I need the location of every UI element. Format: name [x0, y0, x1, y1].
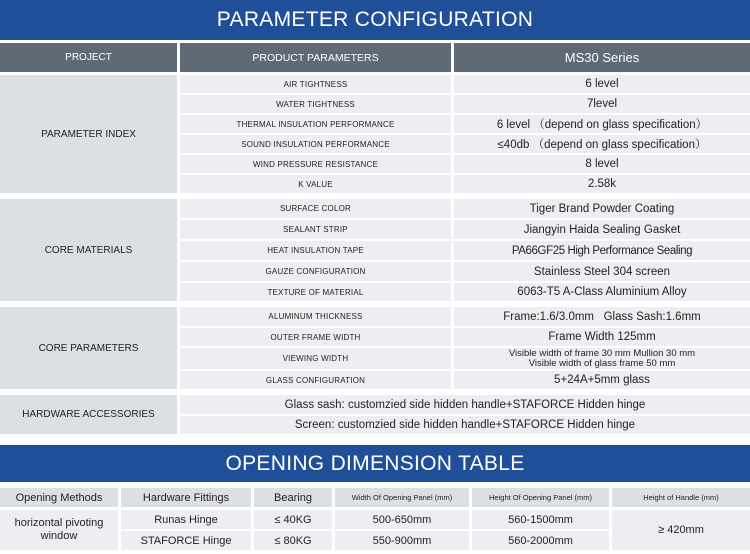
category-core-materials: CORE MATERIALS — [0, 199, 177, 301]
param-value-air-tightness: 6 level — [454, 75, 750, 93]
ot-header-hardware-fittings: Hardware Fittings — [121, 488, 251, 507]
ot-handle-height: ≥ 420mm — [612, 510, 750, 550]
param-name-sound-insulation: SOUND INSULATION PERFORMANCE — [180, 135, 451, 153]
ot-height-runas: 560-1500mm — [472, 510, 609, 529]
category-hardware-accessories: HARDWARE ACCESSORIES — [0, 395, 177, 434]
param-value-texture-of-material: 6063-T5 A-Class Aluminium Alloy — [454, 283, 750, 301]
header-series: MS30 Series — [454, 43, 750, 72]
ot-fitting-staforce: STAFORCE Hinge — [121, 531, 251, 550]
hardware-screen: Screen: customzied side hidden handle+STAFORCE Hidden hinge — [180, 416, 750, 434]
header-project: PROJECT — [0, 43, 177, 72]
param-name-viewing-width: VIEWING WIDTH — [180, 348, 451, 369]
param-value-aluminum-thickness: Frame:1.6/3.0mm Glass Sash:1.6mm — [454, 307, 750, 326]
ot-bearing-staforce: ≤ 80KG — [254, 531, 332, 550]
param-name-surface-color: SURFACE COLOR — [180, 199, 451, 218]
param-name-glass-configuration: GLASS CONFIGURATION — [180, 371, 451, 389]
ot-header-width: Width Of Opening Panel (mm) — [335, 488, 469, 507]
param-name-aluminum-thickness: ALUMINUM THICKNESS — [180, 307, 451, 326]
param-name-wind-pressure: WIND PRESSURE RESISTANCE — [180, 155, 451, 173]
ot-header-handle-height: Height of Handle (mm) — [612, 488, 750, 507]
param-name-heat-insulation-tape: HEAT INSULATION TAPE — [180, 241, 451, 260]
header-product-parameters: PRODUCT PARAMETERS — [180, 43, 451, 72]
param-value-surface-color: Tiger Brand Powder Coating — [454, 199, 750, 218]
param-name-gauze-configuration: GAUZE CONFIGURATION — [180, 262, 451, 281]
ot-opening-method: horizontal pivoting window — [0, 510, 118, 550]
param-value-thermal-insulation: 6 level （depend on glass specification） — [454, 115, 750, 133]
ot-width-staforce: 550-900mm — [335, 531, 469, 550]
param-value-outer-frame-width: Frame Width 125mm — [454, 328, 750, 346]
ot-header-height: Height Of Opening Panel (mm) — [472, 488, 609, 507]
param-value-wind-pressure: 8 level — [454, 155, 750, 173]
ot-height-staforce: 560-2000mm — [472, 531, 609, 550]
param-value-viewing-width — [454, 348, 750, 369]
parameter-configuration-title: PARAMETER CONFIGURATION — [0, 0, 750, 40]
opening-dimension-title: OPENING DIMENSION TABLE — [0, 445, 750, 482]
param-name-texture-of-material: TEXTURE OF MATERIAL — [180, 283, 451, 301]
param-name-thermal-insulation: THERMAL INSULATION PERFORMANCE — [180, 115, 451, 133]
hardware-glass-sash: Glass sash: customzied side hidden handle+STAFORCE Hidden hinge — [180, 395, 750, 414]
param-name-k-value: K VALUE — [180, 175, 451, 193]
param-name-outer-frame-width: OUTER FRAME WIDTH — [180, 328, 451, 346]
param-value-sealant-strip: Jiangyin Haida Sealing Gasket — [454, 220, 750, 239]
ot-fitting-runas: Runas Hinge — [121, 510, 251, 529]
param-value-sound-insulation: ≤40db （depend on glass specification） — [454, 135, 750, 153]
ot-header-bearing: Bearing — [254, 488, 332, 507]
param-value-gauze-configuration: Stainless Steel 304 screen — [454, 262, 750, 281]
category-parameter-index: PARAMETER INDEX — [0, 75, 177, 193]
ot-bearing-runas: ≤ 40KG — [254, 510, 332, 529]
param-value-k-value: 2.58k — [454, 175, 750, 193]
viewing-width-line-2: Visible width of glass frame 50 mm — [528, 357, 676, 369]
viewing-width-line-1: Visible width of frame 30 mm Mullion 30 mm — [508, 348, 696, 359]
category-core-parameters: CORE PARAMETERS — [0, 307, 177, 389]
param-value-heat-insulation-tape: PA66GF25 High Performance Sealing — [454, 241, 750, 260]
ot-width-runas: 500-650mm — [335, 510, 469, 529]
param-value-water-tightness: 7level — [454, 95, 750, 113]
ot-header-opening-methods: Opening Methods — [0, 488, 118, 507]
param-name-sealant-strip: SEALANT STRIP — [180, 220, 451, 239]
param-name-air-tightness: AIR TIGHTNESS — [180, 75, 451, 93]
param-value-glass-configuration: 5+24A+5mm glass — [454, 371, 750, 389]
param-name-water-tightness: WATER TIGHTNESS — [180, 95, 451, 113]
